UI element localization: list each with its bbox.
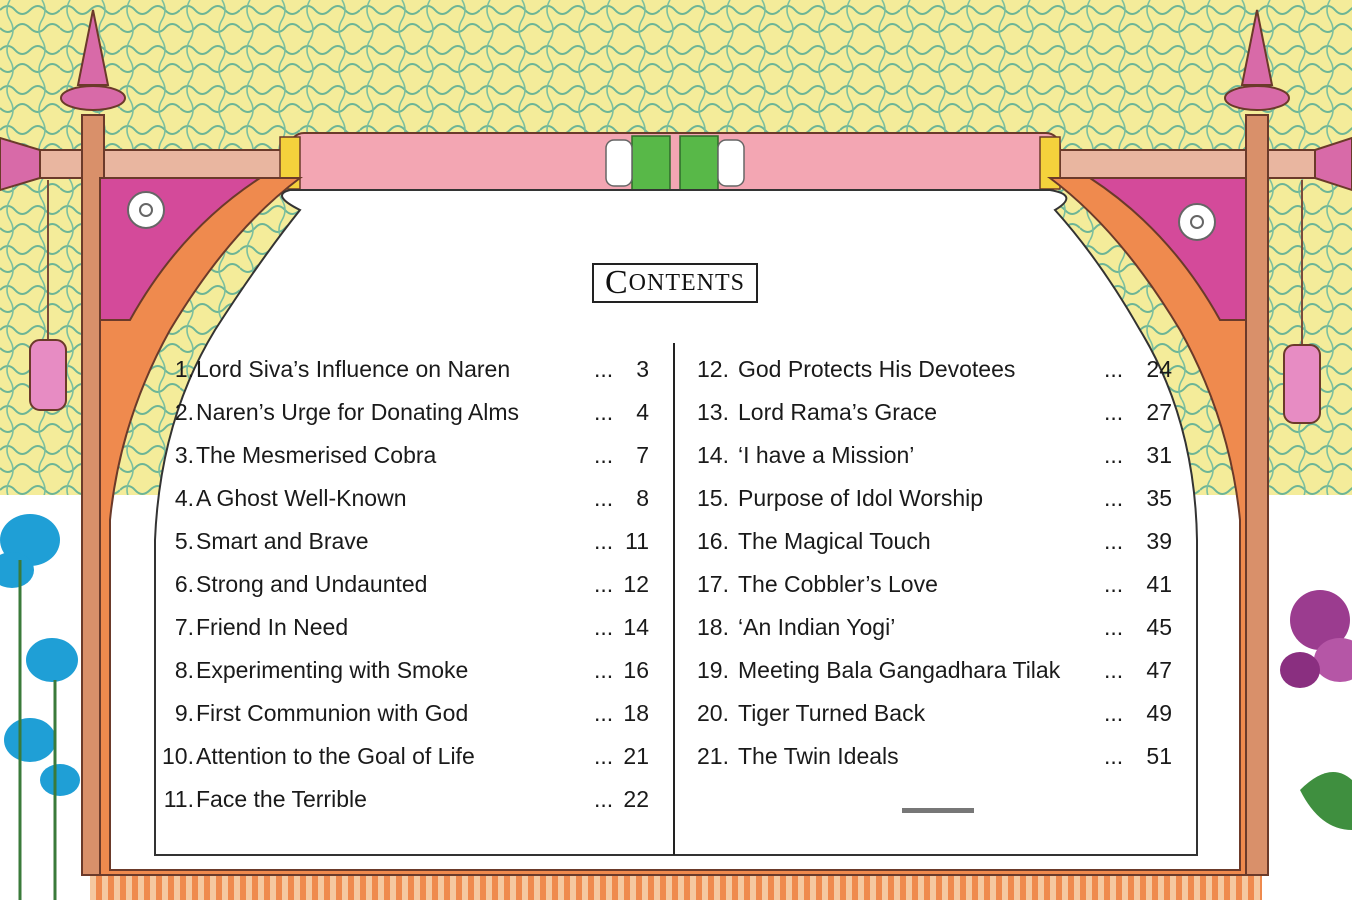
toc-entry[interactable] — [697, 571, 1177, 614]
toc-page: 11 — [625, 528, 649, 554]
toc-title: First Communion with God — [196, 700, 469, 726]
toc-title: Meeting Bala Gangadhara Tilak — [738, 657, 1061, 683]
toc-entry[interactable] — [154, 657, 654, 700]
toc-number: 14. — [697, 442, 729, 468]
toc-title: Lord Rama’s Grace — [738, 399, 937, 425]
toc-title: Experimenting with Smoke — [196, 657, 469, 683]
toc-leader: ... — [1104, 356, 1124, 382]
toc-leader: ... — [594, 399, 614, 425]
toc-page: 7 — [636, 442, 649, 468]
toc-page: 16 — [623, 657, 649, 683]
toc-page: 3 — [636, 356, 649, 382]
toc-entry[interactable] — [154, 485, 654, 528]
toc-page: 31 — [1146, 442, 1172, 468]
toc-page: 51 — [1146, 743, 1172, 769]
toc-number: 4. — [174, 485, 194, 511]
toc-number: 7. — [174, 614, 194, 640]
contents-right-column — [697, 356, 1177, 786]
toc-title: Smart and Brave — [196, 528, 369, 554]
contents-left-column — [154, 356, 654, 829]
toc-page: 41 — [1146, 571, 1172, 597]
toc-leader: ... — [594, 442, 614, 468]
toc-leader: ... — [1104, 743, 1124, 769]
left-tassel-icon — [30, 340, 66, 410]
scroll-bar — [290, 133, 1060, 191]
toc-number: 17. — [697, 571, 729, 597]
toc-page: 49 — [1146, 700, 1172, 726]
toc-entry[interactable] — [154, 743, 654, 786]
toc-leader: ... — [1104, 442, 1124, 468]
toc-leader: ... — [594, 700, 614, 726]
toc-page: 47 — [1146, 657, 1172, 683]
toc-leader: ... — [594, 614, 614, 640]
toc-leader: ... — [594, 356, 614, 382]
toc-number: 18. — [697, 614, 729, 640]
toc-number: 15. — [697, 485, 729, 511]
toc-title: Tiger Turned Back — [738, 700, 926, 726]
toc-title: Purpose of Idol Worship — [738, 485, 984, 511]
toc-entry[interactable] — [697, 485, 1177, 528]
toc-entry[interactable] — [154, 786, 654, 829]
toc-title: The Cobbler’s Love — [738, 571, 938, 597]
contents-heading — [592, 263, 758, 303]
toc-title: Attention to the Goal of Life — [196, 743, 475, 769]
toc-entry[interactable] — [697, 614, 1177, 657]
toc-page: 27 — [1146, 399, 1172, 425]
toc-number: 9. — [174, 700, 194, 726]
toc-entry[interactable] — [697, 657, 1177, 700]
toc-page: 35 — [1146, 485, 1172, 511]
toc-entry[interactable] — [154, 528, 654, 571]
toc-leader: ... — [1104, 614, 1124, 640]
toc-entry[interactable] — [154, 356, 654, 399]
toc-title: The Mesmerised Cobra — [196, 442, 437, 468]
toc-number: 6. — [174, 571, 194, 597]
toc-entry[interactable] — [154, 614, 654, 657]
toc-number: 11. — [163, 786, 194, 812]
toc-title: Lord Siva’s Influence on Naren — [196, 356, 511, 382]
toc-entry[interactable] — [697, 442, 1177, 485]
toc-page: 8 — [636, 485, 649, 511]
toc-number: 20. — [697, 700, 729, 726]
toc-title: The Magical Touch — [738, 528, 931, 554]
toc-number: 13. — [697, 399, 729, 425]
toc-leader: ... — [1104, 528, 1124, 554]
end-rule — [902, 808, 974, 813]
toc-entry[interactable] — [697, 743, 1177, 786]
toc-leader: ... — [1104, 571, 1124, 597]
toc-page: 14 — [623, 614, 649, 640]
toc-page: 4 — [636, 399, 649, 425]
toc-leader: ... — [1104, 485, 1124, 511]
toc-page: 21 — [623, 743, 649, 769]
scroll-knob-left — [632, 136, 670, 190]
toc-title: God Protects His Devotees — [738, 356, 1016, 382]
toc-page: 45 — [1146, 614, 1172, 640]
toc-page: 22 — [623, 786, 649, 812]
toc-entry[interactable] — [697, 399, 1177, 442]
toc-leader: ... — [1104, 700, 1124, 726]
toc-number: 8. — [174, 657, 194, 683]
toc-title: ‘I have a Mission’ — [738, 442, 915, 468]
toc-title: Naren’s Urge for Donating Alms — [196, 399, 519, 425]
toc-title: ‘An Indian Yogi’ — [738, 614, 896, 640]
toc-entry[interactable] — [697, 528, 1177, 571]
toc-entry[interactable] — [154, 700, 654, 743]
toc-page: 39 — [1146, 528, 1172, 554]
toc-leader: ... — [1104, 657, 1124, 683]
scroll-knob-right — [680, 136, 718, 190]
toc-entry[interactable] — [697, 700, 1177, 743]
right-pole — [1246, 115, 1268, 875]
toc-number: 1. — [174, 356, 194, 382]
toc-title: Face the Terrible — [196, 786, 367, 812]
striped-base — [90, 876, 1262, 900]
toc-leader: ... — [594, 657, 614, 683]
toc-number: 3. — [174, 442, 194, 468]
toc-page: 24 — [1146, 356, 1172, 382]
toc-entry[interactable] — [154, 442, 654, 485]
toc-number: 12. — [697, 356, 729, 382]
toc-leader: ... — [594, 571, 614, 597]
contents-heading-initial: C — [604, 264, 629, 301]
toc-leader: ... — [1104, 399, 1124, 425]
toc-leader: ... — [594, 743, 614, 769]
right-medallion-icon — [1179, 204, 1215, 240]
right-tassel-icon — [1284, 345, 1320, 423]
toc-number: 10. — [162, 743, 194, 769]
toc-title: Friend In Need — [196, 614, 349, 640]
toc-number: 19. — [697, 657, 729, 683]
toc-title: A Ghost Well-Known — [196, 485, 407, 511]
contents-heading-rest: ONTENTS — [628, 269, 745, 296]
toc-number: 5. — [174, 528, 194, 554]
toc-number: 16. — [697, 528, 729, 554]
toc-leader: ... — [594, 485, 614, 511]
toc-entry[interactable] — [154, 399, 654, 442]
toc-leader: ... — [594, 786, 614, 812]
toc-page: 12 — [623, 571, 649, 597]
left-medallion-icon — [128, 192, 164, 228]
column-divider — [673, 343, 675, 855]
toc-number: 2. — [174, 399, 194, 425]
toc-number: 21. — [697, 743, 729, 769]
toc-entry[interactable] — [154, 571, 654, 614]
toc-title: The Twin Ideals — [738, 743, 899, 769]
toc-entry[interactable] — [697, 356, 1177, 399]
toc-title: Strong and Undaunted — [196, 571, 428, 597]
toc-leader: ... — [594, 528, 614, 554]
toc-page: 18 — [623, 700, 649, 726]
